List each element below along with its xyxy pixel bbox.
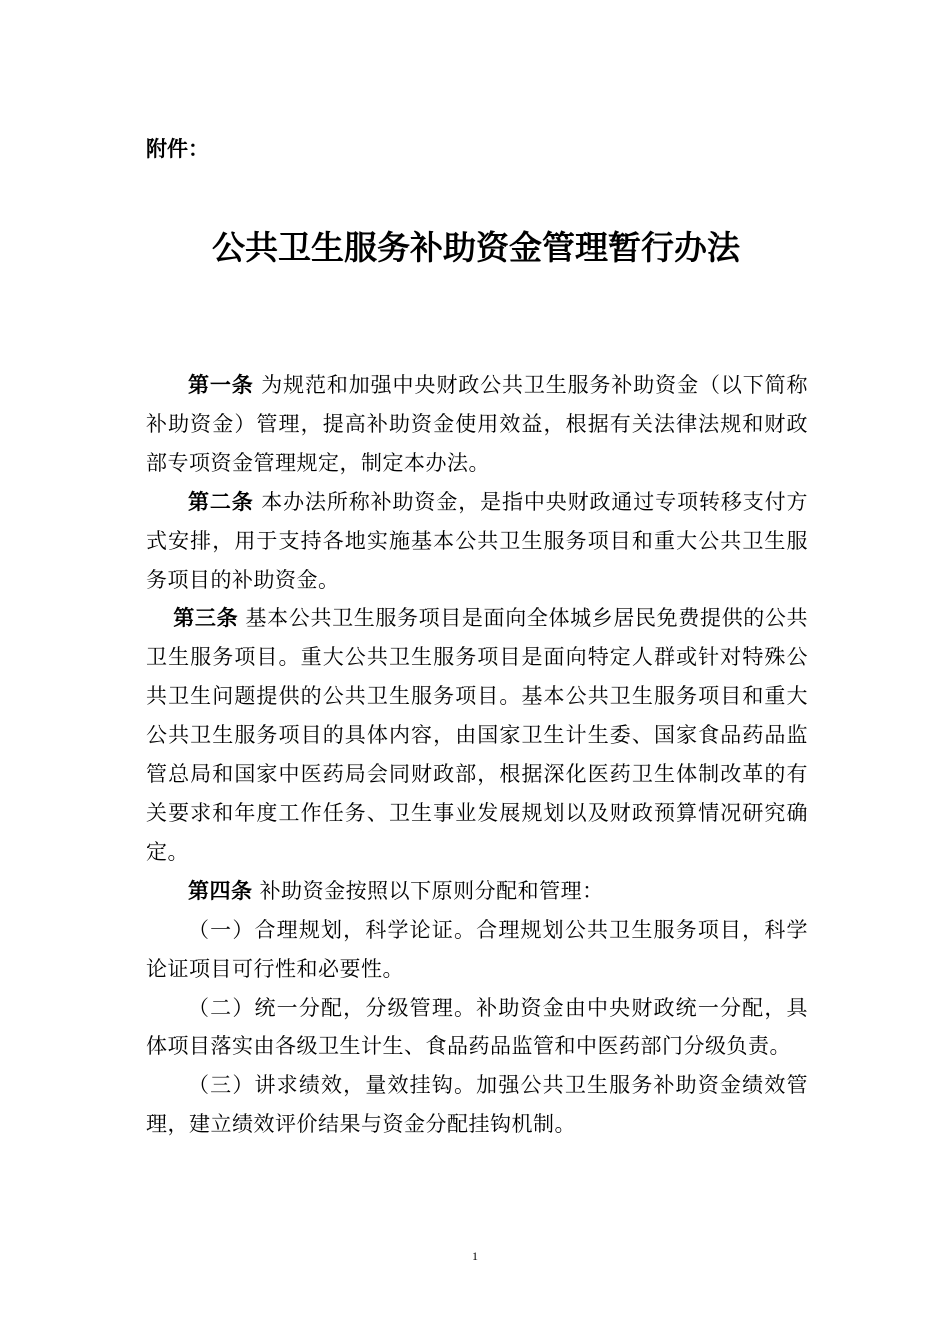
principle-1: （一）合理规划，科学论证。合理规划公共卫生服务项目，科学论证项目可行性和必要性。 xyxy=(146,917,808,981)
principle-2: （二）统一分配，分级管理。补助资金由中央财政统一分配，具体项目落实由各级卫生计生、食品药品监管和中医药部门分级负责。 xyxy=(146,995,808,1059)
article-3 xyxy=(146,599,808,871)
page-number: 1 xyxy=(472,1249,478,1263)
article-3-label: 第三条 xyxy=(173,606,239,631)
article-4 xyxy=(146,872,808,911)
principle-3: （三）讲求绩效，量效挂钩。加强公共卫生服务补助资金绩效管理，建立绩效评价结果与资金分配挂钩机制。 xyxy=(146,1073,808,1137)
document-body xyxy=(146,366,808,1144)
article-4-label: 第四条 xyxy=(188,878,253,903)
article-1-label: 第一条 xyxy=(188,373,254,397)
article-3-text: 基本公共卫生服务项目是面向全体城乡居民免费提供的公共卫生服务项目。重大公共卫生服务项目是面向特定人群或针对特殊公共卫生问题提供的公共卫生服务项目。基本公共卫生服务项目和重大公共卫生服务项目的具体内容，由国家卫生计生委、国家食品药品监管总局和国家中医药局会同财政部，根据深化医药卫生体制改革的有关要求和年度工作任务、卫生事业发展规划以及财政预算情况研究确定。 xyxy=(146,606,808,864)
article-1-text: 为规范和加强中央财政公共卫生服务补助资金（以下简称补助资金）管理，提高补助资金使用效益，根据有关法律法规和财政部专项资金管理规定，制定本办法。 xyxy=(146,373,808,475)
article-4-text: 补助资金按照以下原则分配和管理： xyxy=(252,878,604,903)
article-2 xyxy=(146,483,808,600)
article-2-label: 第二条 xyxy=(188,489,254,514)
attachment-label: 附件： xyxy=(146,137,209,161)
document-title: 公共卫生服务补助资金管理暂行办法 xyxy=(212,228,740,267)
article-2-text: 本办法所称补助资金，是指中央财政通过专项转移支付方式安排，用于支持各地实施基本公共卫生服务项目和重大公共卫生服务项目的补助资金。 xyxy=(146,489,808,592)
article-1 xyxy=(146,366,808,483)
